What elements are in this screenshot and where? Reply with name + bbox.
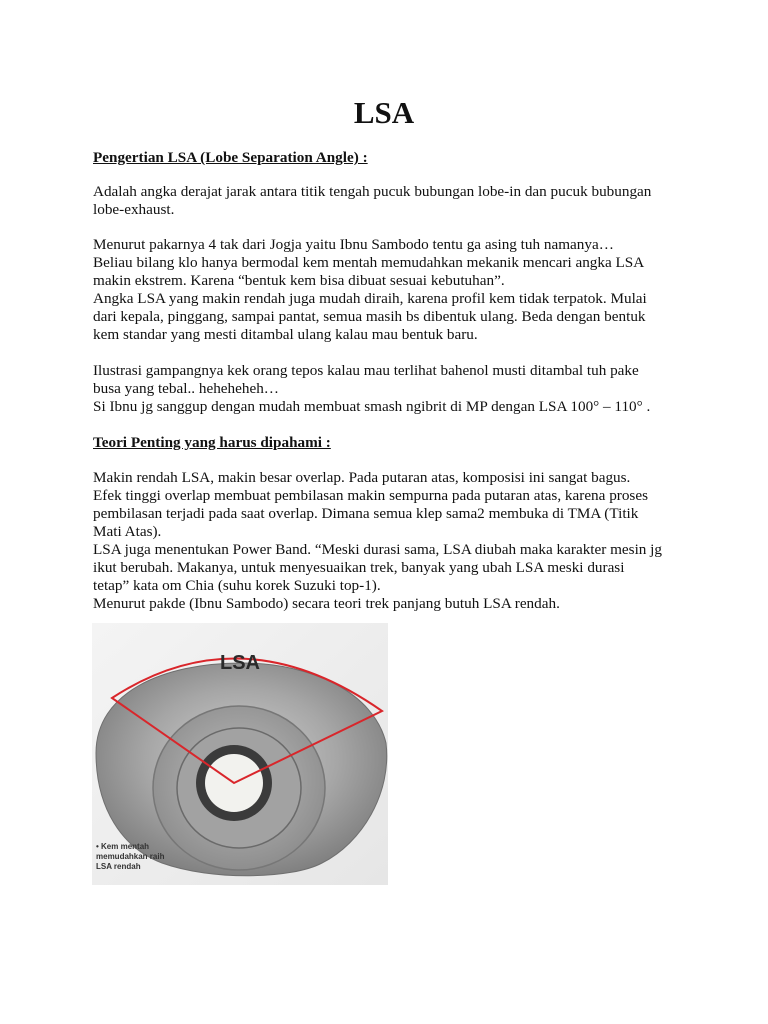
heading-text: Pengertian LSA (Lobe Separation Angle) : — [93, 149, 368, 166]
text-line: LSA juga menentukan Power Band. “Meski durasi sama, LSA diubah maka karakter mesin jg — [93, 541, 662, 558]
paragraph-teori — [93, 469, 693, 613]
text-line: busa yang tebal.. heheheheh… — [93, 380, 279, 397]
paragraph-illustration — [93, 362, 693, 416]
text-line: Efek tinggi overlap membuat pembilasan makin sempurna pada putaran atas, karena proses — [93, 487, 648, 504]
text-line: Adalah angka derajat jarak antara titik tengah pucuk bubungan lobe-in dan pucuk bubungan — [93, 183, 652, 200]
text-line: Mati Atas). — [93, 523, 162, 540]
text-line: Si Ibnu jg sanggup dengan mudah membuat smash ngibrit di MP dengan LSA 100° – 110° . — [93, 398, 651, 415]
paragraph-ibnu-sambodo — [93, 236, 693, 344]
text-line: Makin rendah LSA, makin besar overlap. Pada putaran atas, komposisi ini sangat bagus. — [93, 469, 631, 486]
paragraph-definition — [93, 183, 693, 219]
caption-line: LSA rendah — [96, 862, 141, 871]
text-line: Menurut pakarnya 4 tak dari Jogja yaitu Ibnu Sambodo tentu ga asing tuh namanya… — [93, 236, 614, 253]
camshaft-figure — [92, 623, 388, 885]
text-line: Angka LSA yang makin rendah juga mudah diraih, karena profil kem tidak terpatok. Mulai — [93, 290, 647, 307]
caption-line: • Kem mentah — [96, 842, 150, 851]
text-line: Ilustrasi gampangnya kek orang tepos kalau mau terlihat bahenol musti ditambal tuh pake — [93, 362, 639, 379]
text-line: tetap” kata om Chia (suhu korek Suzuki top-1). — [93, 577, 381, 594]
heading-text: Teori Penting yang harus dipahami : — [93, 434, 331, 451]
text-line: lobe-exhaust. — [93, 201, 175, 218]
page-title: LSA — [353, 95, 415, 130]
section-heading-pengertian — [93, 149, 693, 167]
camshaft-illustration — [92, 623, 388, 885]
section-heading-teori — [93, 434, 693, 452]
caption-line: memudahkan raih — [96, 852, 165, 861]
text-line: dari kepala, pinggang, sampai pantat, semua masih bs dibentuk ulang. Beda dengan bentuk — [93, 308, 646, 325]
text-line: ikut berubah. Makanya, untuk menyesuaikan trek, banyak yang ubah LSA meski durasi — [93, 559, 625, 576]
text-line: Menurut pakde (Ibnu Sambodo) secara teori trek panjang butuh LSA rendah. — [93, 595, 560, 612]
text-line: pembilasan terjadi pada saat overlap. Dimana semua klep sama2 membuka di TMA (Titik — [93, 505, 639, 522]
text-line: makin ekstrem. Karena “bentuk kem bisa dibuat sesuai kebutuhan”. — [93, 272, 505, 289]
text-line: kem standar yang mesti ditambal ulang kalau mau bentuk baru. — [93, 326, 478, 343]
lsa-figure-label: LSA — [220, 652, 260, 674]
text-line: Beliau bilang klo hanya bermodal kem mentah memudahkan mekanik mencari angka LSA — [93, 254, 645, 271]
